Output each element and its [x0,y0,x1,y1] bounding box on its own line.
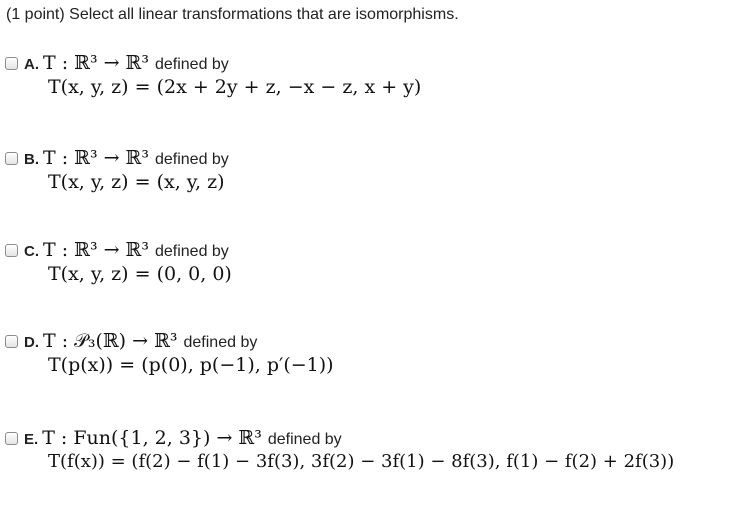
question-text: (1 point) Select all linear transformations that are isomorphisms. [6,6,459,23]
option-a-signature: T : ℝ³ → ℝ³ [43,52,149,74]
option-d [5,330,735,376]
option-c-signature: T : ℝ³ → ℝ³ [43,239,149,261]
option-c-checkbox[interactable] [5,244,18,257]
option-a-defined-by: defined by [154,56,229,73]
option-b-letter: B. [24,151,39,168]
option-d-letter: D. [24,334,39,351]
option-c-defined-by: defined by [154,243,229,260]
option-e [5,427,735,472]
option-b-checkbox[interactable] [5,152,18,165]
option-e-signature: T : Fun({1, 2, 3}) → ℝ³ [42,427,262,449]
option-a-formula: T(x, y, z) = (2x + 2y + z, −x − z, x + y) [48,76,422,98]
option-b [5,147,735,193]
option-b-defined-by: defined by [154,151,229,168]
option-a-checkbox[interactable] [5,57,18,70]
option-d-checkbox[interactable] [5,335,18,348]
option-b-formula: T(x, y, z) = (x, y, z) [48,171,225,193]
option-d-formula: T(p(x)) = (p(0), p(−1), p′(−1)) [48,354,334,376]
option-d-defined-by: defined by [183,334,258,351]
option-a-letter: A. [24,56,39,73]
option-a [5,52,735,98]
option-c-formula: T(x, y, z) = (0, 0, 0) [48,263,232,285]
option-e-letter: E. [24,431,39,448]
option-c-letter: C. [24,243,39,260]
option-e-checkbox[interactable] [5,432,18,445]
option-c [5,239,735,285]
option-d-signature: T : 𝒫₃(ℝ) → ℝ³ [43,330,178,352]
option-e-defined-by: defined by [267,431,342,448]
option-b-signature: T : ℝ³ → ℝ³ [43,147,149,169]
option-e-formula: T(f(x)) = (f(2) − f(1) − 3f(3), 3f(2) − 3f(1) − 8f(3), f(1) − f(2) + 2f(3)) [48,451,675,472]
